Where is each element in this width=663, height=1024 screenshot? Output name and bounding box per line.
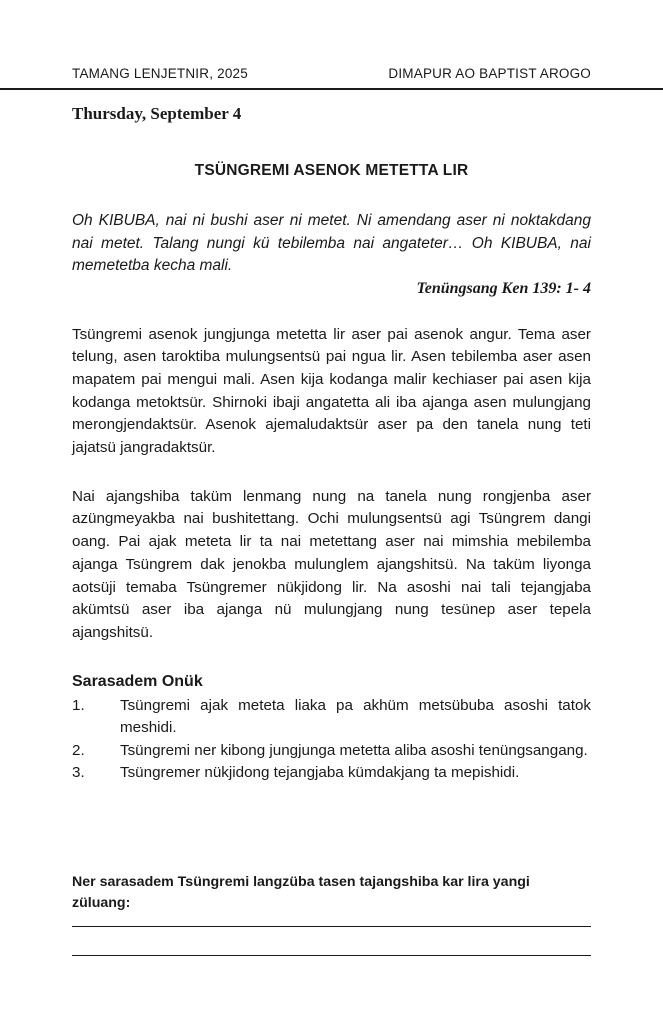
scripture-verse: Oh KIBUBA, nai ni bushi aser ni metet. Ni amendang aser ni noktakdang nai metet. Talang nungi kü tebilemba nai angateter… Oh KIBUBA, nai memetetba kecha mali. (72, 212, 591, 274)
list-item (72, 740, 591, 763)
question-text: Tsüngremi ner kibong jungjunga metetta aliba asoshi tenüngsangang. (120, 741, 588, 759)
question-text: Tsüngremi ajak meteta liaka pa akhüm metsübuba asoshi tatok meshidi. (120, 696, 591, 737)
question-number: 1. (72, 696, 85, 714)
list-item (72, 695, 591, 740)
writing-line-1 (72, 926, 591, 927)
reflection-prompt: Ner sarasadem Tsüngremi langzüba tasen tajangshiba kar lira yangi züluang: (72, 874, 530, 911)
body-paragraph-1: Tsüngremi asenok jungjunga metetta lir aser pai asenok angur. Tema aser telung, asen taroktiba mulungsentsü pai ngua lir. Asen tebilemba aser asen mapatem pai mengui mali. Asen kija kodanga malir kechiaser pai asen kija kodanga metoktsür. Shirnoki ibaji angatetta ali iba ajanga asen mulungjang merongjendaktsür. Asenok ajemaludaktsür aser pa den tanela nung teti jajatsü jangradaktsür. (72, 325, 591, 457)
question-number: 3. (72, 764, 85, 782)
header-left: TAMANG LENJETNIR, 2025 (72, 66, 248, 81)
question-text: Tsüngremer nükjidong tejangjaba kümdakjang ta mepishidi. (120, 764, 520, 782)
list-item (72, 762, 591, 785)
header-rule (0, 88, 663, 90)
header-right: DIMAPUR AO BAPTIST AROGO (388, 66, 591, 81)
page-content (72, 104, 591, 785)
page-title: TSÜNGREMI ASENOK METETTA LIR (194, 162, 469, 179)
day-heading: Thursday, September 4 (72, 104, 242, 123)
question-list (72, 695, 591, 785)
section-title: Sarasadem Onük (72, 672, 203, 690)
page-header (72, 66, 591, 81)
question-number: 2. (72, 741, 85, 759)
body-paragraph-2: Nai ajangshiba taküm lenmang nung na tanela nung rongjenba aser azüngmeyakba nai bushitettang. Ochi mulungsentsü agi Tsüngrem dangi oang. Pai ajak meteta lir ta nai metettang aser nai mimshia mebilemba ajanga Tsüngrem dak jenokba mulunglem ajangshitsü. Na taküm liyonga aotsüji temaba Tsüngremer nükjidong lir. Na asoshi nai tali tejangjaba akümtsü aser iba ajanga nü mulungjang nung tesünep aser tepela ajangshitsü. (72, 487, 591, 641)
scripture-reference: Tenüngsang Ken 139: 1- 4 (416, 279, 591, 297)
writing-line-2 (72, 955, 591, 956)
